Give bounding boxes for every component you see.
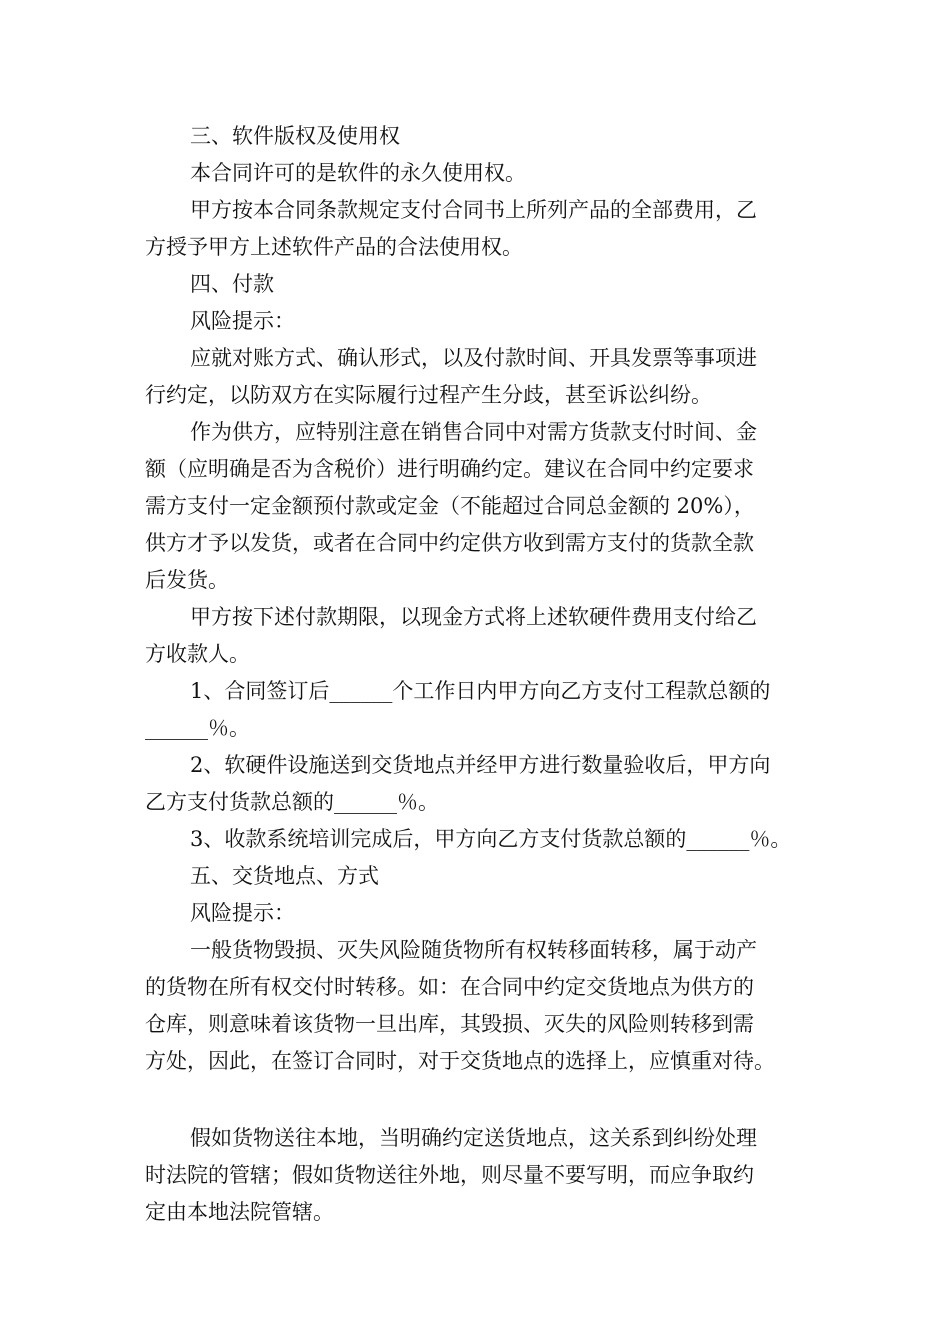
text-line: 方处，因此，在签订合同时，对于交货地点的选择上，应慎重对待。 <box>145 1049 775 1073</box>
text-line: 四、付款 <box>190 272 274 296</box>
text-line: 甲方按下述付款期限，以现金方式将上述软硬件费用支付给乙 <box>190 605 757 629</box>
text-line: 本合同许可的是软件的永久使用权。 <box>190 161 526 185</box>
text-line: 三、软件版权及使用权 <box>190 124 400 148</box>
text-line: 方收款人。 <box>145 642 250 666</box>
text-line: 3、收款系统培训完成后，甲方向乙方支付货款总额的______％。 <box>190 827 792 851</box>
text-line: 作为供方，应特别注意在销售合同中对需方货款支付时间、金 <box>190 420 757 444</box>
text-line: 乙方支付货款总额的______％。 <box>145 790 439 814</box>
text-line: 方授予甲方上述软件产品的合法使用权。 <box>145 235 523 259</box>
text-line: 行约定，以防双方在实际履行过程产生分歧，甚至诉讼纠纷。 <box>145 383 712 407</box>
text-line: 假如货物送往本地，当明确约定送货地点，这关系到纠纷处理 <box>190 1126 757 1150</box>
text-line: 应就对账方式、确认形式，以及付款时间、开具发票等事项进 <box>190 346 757 370</box>
document-page <box>145 118 825 1231</box>
text-line: 1、合同签订后______个工作日内甲方向乙方支付工程款总额的 <box>190 679 771 703</box>
text-line: 仓库，则意味着该货物一旦出库，其毁损、灭失的风险则转移到需 <box>145 1012 754 1036</box>
text-line: 风险提示： <box>190 309 295 333</box>
text-line: 时法院的管辖；假如货物送往外地，则尽量不要写明，而应争取约 <box>145 1163 754 1187</box>
text-line: 五、交货地点、方式 <box>190 864 379 888</box>
text-line: ______％。 <box>145 716 250 740</box>
paragraph-gap <box>145 1080 825 1120</box>
text-line: 后发货。 <box>145 568 229 592</box>
text-line: 额（应明确是否为含税价）进行明确约定。建议在合同中约定要求 <box>145 457 754 481</box>
text-line: 定由本地法院管辖。 <box>145 1200 334 1224</box>
text-line: 的货物在所有权交付时转移。如：在合同中约定交货地点为供方的 <box>145 975 754 999</box>
text-line: 甲方按本合同条款规定支付合同书上所列产品的全部费用，乙 <box>190 198 757 222</box>
text-line: 供方才予以发货，或者在合同中约定供方收到需方支付的货款全款 <box>145 531 754 555</box>
text-line: 2、软硬件设施送到交货地点并经甲方进行数量验收后，甲方向 <box>190 753 771 777</box>
text-line: 一般货物毁损、灭失风险随货物所有权转移面转移，属于动产 <box>190 938 757 962</box>
text-line: 需方支付一定金额预付款或定金（不能超过合同总金额的 20%）， <box>145 494 755 518</box>
text-line: 风险提示： <box>190 901 295 925</box>
